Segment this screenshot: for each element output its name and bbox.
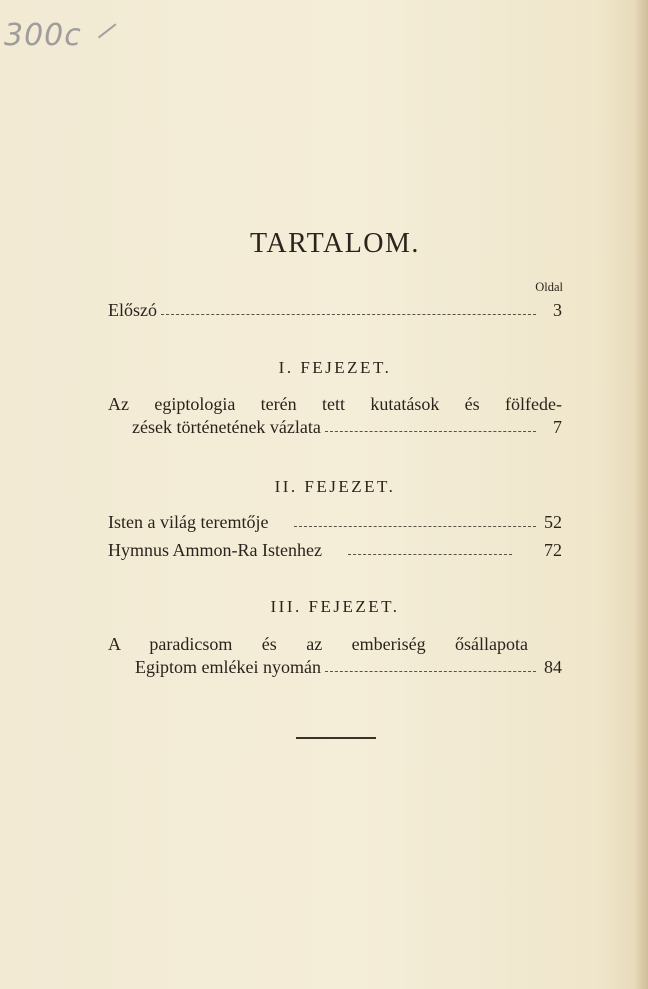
toc-entry-isten [108,512,562,533]
leader-dots [325,669,536,672]
toc-entry-egiptologia [108,394,562,438]
toc-entry-hymnus [108,540,562,561]
toc-entry-text-line1: Az egiptologia terén tett kutatások és fölfede- [108,394,562,414]
chapter-heading-3: III. FEJEZET. [270,597,400,616]
page-column-label: Oldal [535,280,563,294]
toc-page-number: 84 [544,657,562,677]
toc-entry-paradicsom [108,634,562,678]
toc-entry-text-line2: zések történetének vázlata [132,417,321,437]
leader-dots [161,312,536,315]
toc-entry-text-line2: Egiptom emlékei nyomán [135,657,321,677]
pencil-annotation: 300c [4,18,82,53]
toc-entry-text: Isten a világ teremtője [108,512,269,532]
leader-dots [348,552,512,555]
toc-entry-text-line1: A paradicsom és az emberiség ősállapota [108,634,528,654]
toc-entry-preface [108,300,562,321]
leader-dots [325,429,536,432]
toc-entry-text: Hymnus Ammon-Ra Istenhez [108,540,322,560]
page-title: TARTALOM. [250,228,420,259]
closing-rule [296,737,376,739]
leader-dots [294,524,536,527]
pencil-tick-mark [98,23,116,38]
toc-page-number: 7 [553,417,562,437]
chapter-heading-1: I. FEJEZET. [278,358,392,377]
toc-page-number: 3 [553,300,562,320]
toc-page-number: 52 [544,512,562,532]
toc-entry-text: Előszó [108,300,157,320]
chapter-heading-2: II. FEJEZET. [274,477,396,496]
toc-page-number: 72 [544,540,562,560]
